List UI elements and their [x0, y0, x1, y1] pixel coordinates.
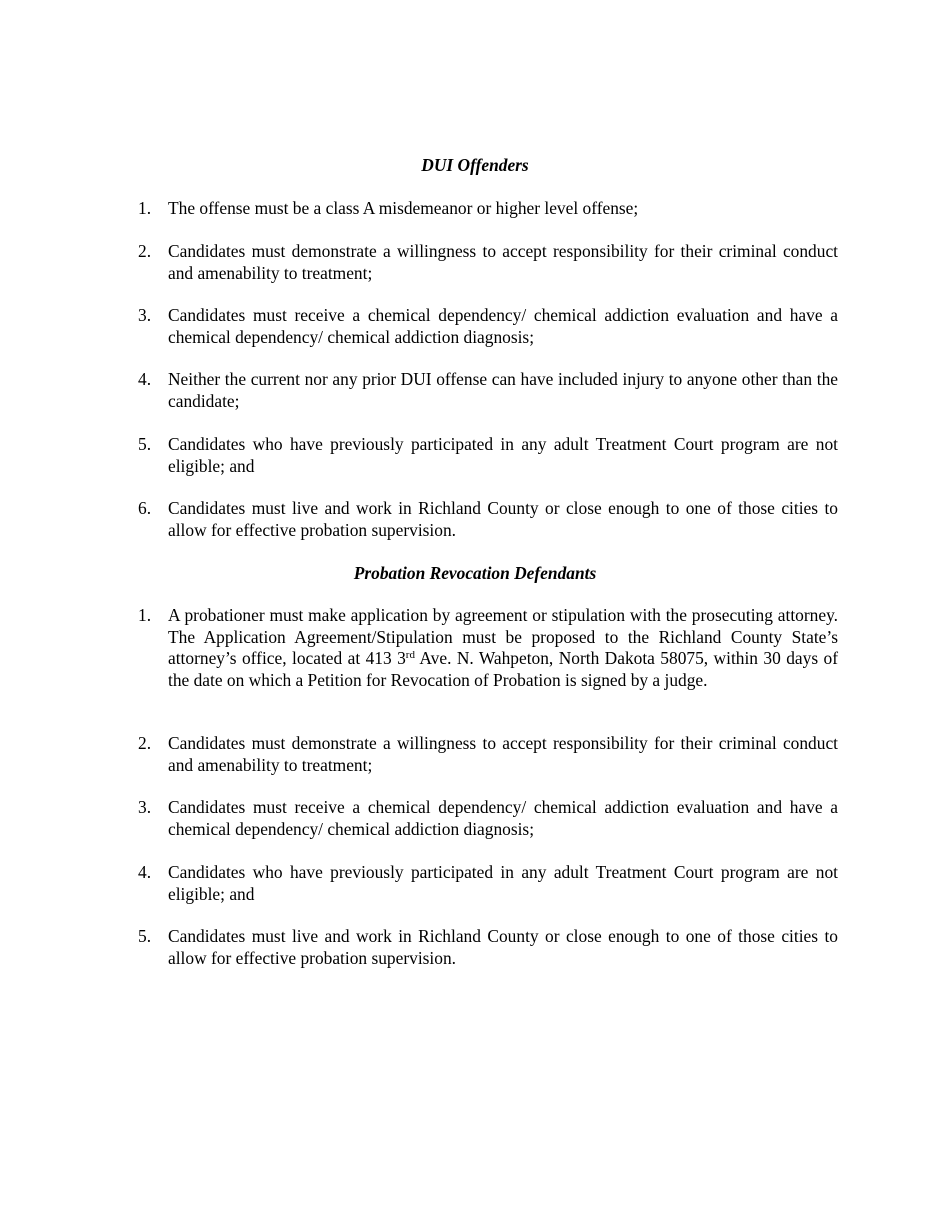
list-item [138, 369, 838, 412]
list-number: 3. [138, 305, 152, 325]
list-number: 2. [138, 733, 152, 753]
list-text: Candidates must demonstrate a willingness to accept responsibility for their criminal conduct and amenability to treatment; [168, 733, 838, 775]
ordinal-suffix: rd [405, 649, 415, 661]
list-text: Candidates who have previously participated in any adult Treatment Court program are not eligible; and [168, 434, 838, 476]
list-number: 5. [138, 926, 152, 946]
list-item [138, 797, 838, 840]
section-heading-probation-revocation: Probation Revocation Defendants [353, 563, 597, 583]
list-item [138, 926, 838, 969]
list-number: 3. [138, 797, 152, 817]
list-text: The offense must be a class A misdemeanor or higher level offense; [168, 198, 639, 218]
list-text: Candidates must receive a chemical dependency/ chemical addiction evaluation and have a chemical dependency/ chemical addiction diagnosis; [168, 797, 838, 839]
list-number: 4. [138, 862, 152, 882]
list-item [138, 241, 838, 284]
list-number: 4. [138, 369, 152, 389]
list-item [138, 305, 838, 348]
list-text [168, 605, 838, 691]
list-item [138, 862, 838, 905]
list-text: Neither the current nor any prior DUI offense can have included injury to anyone other than the candidate; [168, 369, 838, 411]
list-text: Candidates must demonstrate a willingness to accept responsibility for their criminal conduct and amenability to treatment; [168, 241, 838, 283]
list-item [138, 434, 838, 477]
list-item [138, 733, 838, 776]
list-text: Candidates who have previously participated in any adult Treatment Court program are not eligible; and [168, 862, 838, 904]
list-text-part2: Ave. N. Wahpeton, North Dakota 58075, within 30 days of the date on which a Petition for Revocation of Probation is signed by a judge. [168, 648, 838, 690]
section-heading-dui-offenders: DUI Offenders [421, 155, 529, 175]
list-number: 1. [138, 198, 152, 218]
list-number: 6. [138, 498, 152, 518]
list-item [138, 498, 838, 541]
list-text: Candidates must receive a chemical dependency/ chemical addiction evaluation and have a chemical dependency/ chemical addiction diagnosis; [168, 305, 838, 347]
list-item [138, 605, 838, 691]
list-text: Candidates must live and work in Richland County or close enough to one of those cities to allow for effective probation supervision. [168, 926, 838, 968]
list-number: 5. [138, 434, 152, 454]
list-text-part1: A probationer must make application by agreement or stipulation with the prosecuting attorney. The Application Agreement/Stipulation must be proposed to the Richland County State’s attorney’s office, located at 413 3 [168, 605, 838, 668]
list-number: 1. [138, 605, 152, 625]
list-number: 2. [138, 241, 152, 261]
list-text: Candidates must live and work in Richland County or close enough to one of those cities to allow for effective probation supervision. [168, 498, 838, 540]
list-item [138, 198, 838, 220]
